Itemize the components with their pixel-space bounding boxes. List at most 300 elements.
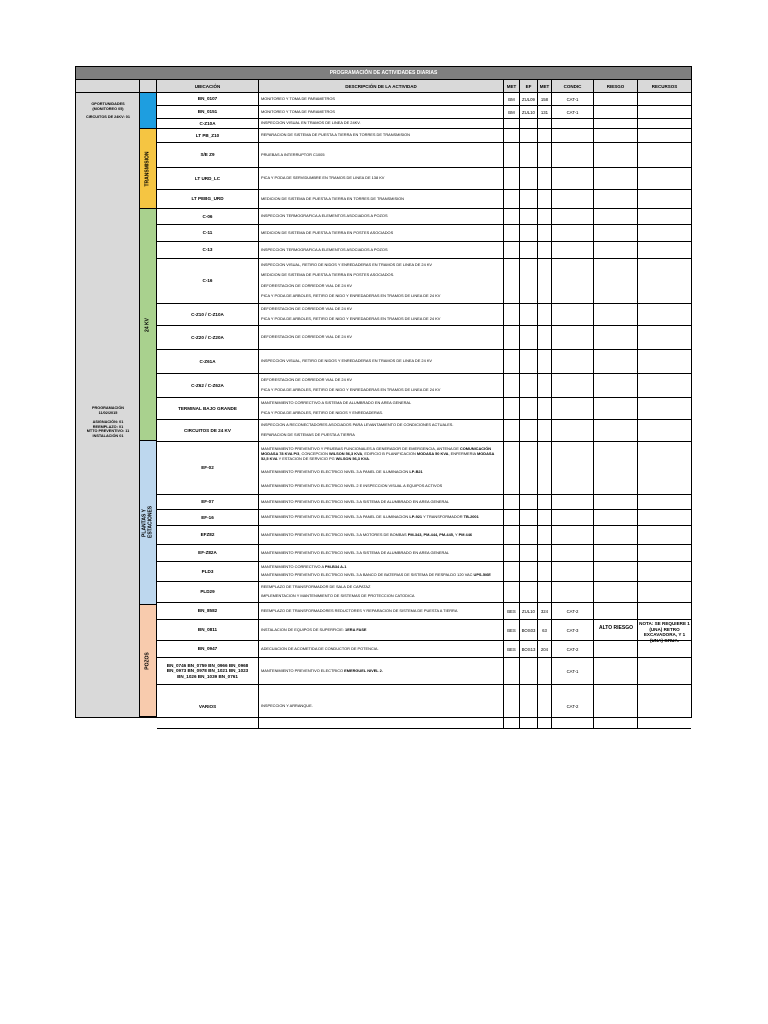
row-met: BM — [504, 106, 520, 118]
row-met — [504, 495, 520, 509]
row-ef: ZUL10 — [520, 106, 538, 118]
row-descripcion — [259, 242, 504, 258]
row-condic — [552, 420, 594, 441]
row-met — [504, 168, 520, 189]
activity-line: MANTENIMIENTO PREVENTIVO ELECTRICO NIVEL 3 A PANEL DE ILUMINACION LP-B21 — [261, 469, 423, 475]
row-met: BES — [504, 620, 520, 640]
row-met — [504, 510, 520, 525]
row-recursos — [638, 326, 691, 349]
row-met — [504, 374, 520, 397]
left-note-line: PROGRAMACIÓN — [91, 406, 125, 410]
row-ef — [520, 259, 538, 303]
row-recursos — [638, 119, 691, 128]
row-riesgo — [594, 350, 638, 373]
row-recursos — [638, 350, 691, 373]
row-condic — [552, 168, 594, 189]
band-oportunidades — [140, 93, 157, 129]
band-transmision — [140, 129, 157, 209]
row-met2 — [538, 119, 552, 128]
left-summary-column — [76, 93, 140, 717]
row-ubicacion: EF-Z82A — [157, 545, 259, 561]
row-descripcion — [259, 495, 504, 509]
row-met — [504, 209, 520, 224]
row-met — [504, 526, 520, 544]
row-met — [504, 350, 520, 373]
row-descripcion — [259, 562, 504, 581]
row-ef — [520, 562, 538, 581]
activity-line: PICA Y PODA DE SERVIDUMBRE EN TRAMOS DE LINEA DE 138 KV — [261, 175, 385, 181]
activity-line: MONITOREO Y TOMA DE PARAMETROS — [261, 108, 335, 114]
row-riesgo — [594, 374, 638, 397]
row-met2 — [538, 350, 552, 373]
row-recursos — [638, 259, 691, 303]
row-ef — [520, 209, 538, 224]
sheet-title: PROGRAMACIÓN DE ACTIVIDADES DIARIAS — [76, 67, 691, 80]
row-ef — [520, 545, 538, 561]
row-riesgo — [594, 562, 638, 581]
row-descripcion — [259, 510, 504, 525]
activity-line: MANTENIMIENTO PREVENTIVO ELECTRICO NIVEL 3 A MOTORES DE BOMBAS PM-343, PM-444, PM-445, Y PM 446 — [261, 531, 473, 537]
activity-line: MANTENIMIENTO PREVENTIVO ELECTRICO NIVEL 3 A SISTEMA DE ALUMBRADO EN AREA GENERAL — [261, 549, 450, 555]
row-recursos — [638, 129, 691, 142]
row-met — [504, 398, 520, 419]
row-ubicacion: LT URD_LC — [157, 168, 259, 189]
row-descripcion — [259, 190, 504, 208]
row-ubicacion: C-11 — [157, 225, 259, 241]
row-recursos — [638, 510, 691, 525]
band-plantas-estaciones — [140, 441, 157, 605]
row-condic — [552, 304, 594, 325]
row-ef — [520, 658, 538, 684]
row-met — [504, 119, 520, 128]
row-met2 — [538, 304, 552, 325]
row-met2: 324 — [538, 603, 552, 619]
row-met2 — [538, 143, 552, 167]
activity-line: MANTENIMIENTO CORRECTIVO A SISTEMA DE ALUMBRADO EN AREA GENERAL — [261, 400, 412, 406]
row-ubicacion: C-Z61A — [157, 350, 259, 373]
row-descripcion — [259, 603, 504, 619]
row-ubicacion: EF-07 — [157, 495, 259, 509]
row-condic — [552, 129, 594, 142]
row-ubicacion: BN_0107 — [157, 93, 259, 105]
row-ubicacion: CIRCUITOS DE 24 KV — [157, 420, 259, 441]
row-met2: 63 — [538, 620, 552, 640]
row-descripcion — [259, 259, 504, 303]
row-condic — [552, 143, 594, 167]
row-recursos — [638, 582, 691, 602]
left-note-top — [76, 102, 140, 120]
activity-line: INSPECCION VISUAL EN TRAMOS DE LINEA DE 24KV. — [261, 120, 361, 126]
header-recursos: RECURSOS — [638, 80, 691, 93]
table-row — [157, 545, 691, 562]
row-riesgo — [594, 190, 638, 208]
row-riesgo — [594, 526, 638, 544]
row-riesgo — [594, 495, 638, 509]
row-condic — [552, 562, 594, 581]
row-met2 — [538, 562, 552, 581]
activity-line: PICA Y PODA DE ARBOLES, RETIRO DE NIDOS Y ENREDADERAS. — [261, 409, 384, 415]
left-note-line: MTTO PREVENTIVO: 11 — [86, 429, 130, 434]
row-met — [504, 420, 520, 441]
band-label: 24 KV — [144, 317, 151, 332]
row-descripcion — [259, 143, 504, 167]
row-condic: CAT-3 — [552, 620, 594, 640]
header-blank-left — [76, 80, 140, 93]
activity-line: DEFORESTACION DE CORREDOR VIAL DE 24 KV — [261, 334, 353, 340]
activity-line: MEDICION DE SISTEMA DE PUESTA A TIERRA EN POSTES ASOCIADOS. — [261, 272, 395, 278]
row-descripcion — [259, 374, 504, 397]
row-condic — [552, 225, 594, 241]
row-condic — [552, 582, 594, 602]
row-condic: CAT-1 — [552, 658, 594, 684]
row-ef — [520, 242, 538, 258]
table-row — [157, 350, 691, 374]
row-condic: CAT-2 — [552, 641, 594, 657]
row-riesgo — [594, 93, 638, 105]
activity-line: INSPECCION VISUAL, RETIRO DE NIDOS Y ENREDADERAS EN TRAMOS DE LINEA DE 24 KV — [261, 358, 433, 364]
row-met2: 204 — [538, 641, 552, 657]
activity-line: DEFORESTACION DE CORREDOR VIAL DE 24 KV — [261, 306, 353, 312]
row-riesgo — [594, 168, 638, 189]
row-ef — [520, 143, 538, 167]
row-descripcion — [259, 326, 504, 349]
left-note-middle — [76, 406, 140, 438]
row-descripcion — [259, 582, 504, 602]
row-recursos — [638, 106, 691, 118]
table-row — [157, 510, 691, 526]
left-note-line: CIRCUITOS DE 24KV: 01 — [85, 115, 131, 120]
row-met2 — [538, 209, 552, 224]
row-recursos — [638, 603, 691, 619]
row-recursos — [638, 420, 691, 441]
table-row — [157, 374, 691, 398]
activity-line: PICA Y PODA DE ARBOLES, RETIRO DE NIDO Y ENREDADERAS EN TRAMOS DE LINEA DE 24 KV — [261, 293, 441, 299]
row-met2 — [538, 190, 552, 208]
row-condic — [552, 350, 594, 373]
row-ef — [520, 685, 538, 728]
row-recursos — [638, 685, 691, 728]
row-recursos — [638, 562, 691, 581]
row-condic — [552, 259, 594, 303]
recursos-note: NOTA: SE REQUIERE 1 (UNA) RETRO EXCAVADORA, Y 1 (UNA) GRUA. — [639, 621, 690, 643]
row-recursos — [638, 398, 691, 419]
band-pozos — [140, 605, 157, 717]
row-condic — [552, 190, 594, 208]
row-descripcion — [259, 119, 504, 128]
row-descripcion — [259, 526, 504, 544]
row-recursos — [638, 658, 691, 684]
row-recursos — [638, 168, 691, 189]
table-row — [157, 129, 691, 143]
row-met2 — [538, 442, 552, 494]
row-condic — [552, 326, 594, 349]
row-condic: CAT-1 — [552, 106, 594, 118]
row-recursos — [638, 225, 691, 241]
activity-line: INSTALACION DE EQUIPOS DE SUPERFICIE: 1ERA FASE — [261, 626, 367, 632]
row-met — [504, 685, 520, 728]
row-ubicacion: C-06 — [157, 209, 259, 224]
header-condic: CONDIC — [552, 80, 594, 93]
row-met2 — [538, 242, 552, 258]
row-recursos — [638, 442, 691, 494]
row-ubicacion: EFZ82 — [157, 526, 259, 544]
row-riesgo — [594, 603, 638, 619]
table-row — [157, 442, 691, 495]
row-ubicacion: PLD29 — [157, 582, 259, 602]
table-row — [157, 495, 691, 510]
row-met — [504, 582, 520, 602]
row-condic — [552, 495, 594, 509]
row-ef: BOS13 — [520, 641, 538, 657]
table-row — [157, 209, 691, 225]
row-met2 — [538, 658, 552, 684]
row-condic — [552, 526, 594, 544]
row-condic: CAT-2 — [552, 603, 594, 619]
row-ef — [520, 225, 538, 241]
row-met2 — [538, 685, 552, 728]
table-row — [157, 304, 691, 326]
row-ef — [520, 582, 538, 602]
table-row — [157, 658, 691, 685]
row-met2 — [538, 326, 552, 349]
row-recursos — [638, 190, 691, 208]
row-descripcion — [259, 209, 504, 224]
activity-line: INSPECCION VISUAL, RETIRO DE NIDOS Y ENREDADERAS EN TRAMOS DE LINEA DE 24 KV — [261, 261, 433, 267]
row-ubicacion: C-16 — [157, 259, 259, 303]
table-row — [157, 641, 691, 658]
row-met — [504, 326, 520, 349]
table-row — [157, 190, 691, 209]
row-recursos — [638, 93, 691, 105]
row-ef: ZUL09 — [520, 93, 538, 105]
row-riesgo — [594, 658, 638, 684]
activity-line: INSPECCION TERMOGRAFICA A ELEMENTOS ASOCIADOS A POZOS — [261, 213, 388, 219]
band-label: TRANSMISION — [144, 151, 151, 186]
row-ubicacion: C-Z10 / C-Z10A — [157, 304, 259, 325]
row-met2 — [538, 526, 552, 544]
activity-line: MANTENIMIENTO PREVENTIVO ELECTRICO NIVEL 3 A SISTEMA DE ALUMBRADO EN AREA GENERAL — [261, 498, 450, 504]
row-ubicacion: LT PEBG_URD — [157, 190, 259, 208]
row-riesgo — [594, 420, 638, 441]
left-note-line: REEMPLAZO: 01 — [92, 424, 124, 429]
band-label: POZOS — [144, 651, 151, 670]
row-riesgo — [594, 143, 638, 167]
row-riesgo — [594, 685, 638, 728]
row-descripcion — [259, 93, 504, 105]
row-riesgo — [594, 326, 638, 349]
activity-line: MANTENIMIENTO PREVENTIVO Y PRUEBAS FUNCIONALES A GENERADOR DE EMERGENCIA, ANTENA DE COMUNICACIÓN MODASA 78 KVA P/3, CONCEPCION WILSON 56,3 KVA, EDIFICIO B PLANIFICACION MODASA 50 KVA, ENFERMERIA MODASA 52,5 KVA Y ESTACION DE SERVICIO PG WILSON 56,3 KVA. — [261, 446, 495, 462]
row-descripcion — [259, 545, 504, 561]
row-riesgo — [594, 119, 638, 128]
table-row — [157, 168, 691, 190]
row-ef — [520, 129, 538, 142]
activity-line: PICA Y PODA DE ARBOLES, RETIRO DE NIDO Y ENREDADERAS EN TRAMOS DE LINEA DE 24 KV — [261, 315, 441, 321]
row-met — [504, 442, 520, 494]
row-ef — [520, 119, 538, 128]
table-row — [157, 326, 691, 350]
row-met2 — [538, 582, 552, 602]
row-ubicacion: BN_0151 — [157, 106, 259, 118]
table-row — [157, 242, 691, 259]
activity-line: MANTENIMIENTO PREVENTIVO ELECTRICO NIVEL 3 A BANCO DE BATERIAS DE SISTEMA DE RESPALDO 120 VAC UPS-5/6E — [261, 572, 491, 578]
row-condic — [552, 442, 594, 494]
row-ubicacion: BN_8582 — [157, 603, 259, 619]
row-met — [504, 545, 520, 561]
row-riesgo — [594, 225, 638, 241]
activity-line: ADECUACION DE ACOMETIDA DE CONDUCTOR DE POTENCIA. — [261, 645, 379, 651]
table-row — [157, 526, 691, 545]
row-riesgo — [594, 129, 638, 142]
activity-line: MEDICION DE SISTEMA DE PUESTA A TIERRA EN TORRES DE TRANSMISION — [261, 195, 404, 201]
row-descripcion — [259, 106, 504, 118]
activity-line: MANTENIMIENTO CORRECTIVO A PM-B34 A-1 — [261, 563, 347, 569]
row-ef: ZUL10 — [520, 603, 538, 619]
row-condic: CAT-2 — [552, 685, 594, 728]
activity-line: MONITOREO Y TOMA DE PARAMETROS — [261, 95, 335, 101]
row-descripcion — [259, 129, 504, 142]
row-met2: 131 — [538, 106, 552, 118]
row-riesgo — [594, 582, 638, 602]
row-ef — [520, 442, 538, 494]
row-met — [504, 242, 520, 258]
row-descripcion — [259, 420, 504, 441]
row-met — [504, 143, 520, 167]
row-descripcion — [259, 350, 504, 373]
row-ef — [520, 168, 538, 189]
row-ubicacion: EF-16 — [157, 510, 259, 525]
row-met2 — [538, 510, 552, 525]
activity-schedule-sheet — [75, 66, 692, 718]
left-note-line: ASIGNACIÓN: 01 — [92, 420, 124, 425]
row-riesgo — [594, 641, 638, 657]
header-descripcion: DESCRIPCIÓN DE LA ACTIVIDAD — [259, 80, 504, 93]
row-riesgo — [594, 442, 638, 494]
table-row — [157, 119, 691, 129]
row-descripcion — [259, 658, 504, 684]
row-recursos — [638, 209, 691, 224]
row-recursos — [638, 526, 691, 544]
row-riesgo — [594, 304, 638, 325]
band-24kv — [140, 209, 157, 441]
row-condic — [552, 209, 594, 224]
row-met: BES — [504, 603, 520, 619]
activity-line: REEMPLAZO DE TRANSFORMADOR DE SALA DE CAPATAZ — [261, 584, 371, 590]
row-descripcion — [259, 641, 504, 657]
row-met2 — [538, 225, 552, 241]
row-condic — [552, 398, 594, 419]
row-condic — [552, 119, 594, 128]
left-note-line: OPORTUNIDADES — [91, 102, 125, 106]
row-met — [504, 304, 520, 325]
activity-line: IMPLEMENTACION Y MANTENIMIENTO DE SISTEMAS DE PROTECCION CATODICA — [261, 593, 415, 599]
row-met — [504, 658, 520, 684]
row-ef — [520, 304, 538, 325]
row-met2 — [538, 495, 552, 509]
row-met — [504, 562, 520, 581]
row-recursos — [638, 242, 691, 258]
row-riesgo — [594, 510, 638, 525]
row-ubicacion: C-Z62 / C-Z62A — [157, 374, 259, 397]
row-recursos — [638, 143, 691, 167]
header-ef: EF — [520, 80, 538, 93]
header-met2: MET — [538, 80, 552, 93]
row-riesgo — [594, 398, 638, 419]
riesgo-note: ALTO RIESGO — [599, 625, 633, 631]
row-ef — [520, 190, 538, 208]
row-met: BM — [504, 93, 520, 105]
row-descripcion — [259, 620, 504, 640]
row-descripcion — [259, 685, 504, 728]
row-riesgo — [594, 209, 638, 224]
row-descripcion — [259, 304, 504, 325]
left-note-line: (MONITOREO 05) — [92, 106, 124, 111]
header-riesgo: RIESGO — [594, 80, 638, 93]
row-recursos — [638, 304, 691, 325]
activity-line: MANTENIMIENTO PREVENTIVO ELECTRICO EMERGUEL NIVEL 2. — [261, 667, 383, 673]
header-blank-band — [140, 80, 157, 93]
row-recursos — [638, 641, 691, 657]
activity-line: PICA Y PODA DE ARBOLES, RETIRO DE NIDO Y ENREDADERAS EN TRAMOS DE LINEA DE 24 KV — [261, 387, 441, 393]
row-recursos — [638, 374, 691, 397]
activity-line: DEFORESTACION DE CORREDOR VIAL DE 24 KV — [261, 376, 353, 382]
row-ubicacion: PLD3 — [157, 562, 259, 581]
row-riesgo — [594, 259, 638, 303]
row-met2 — [538, 374, 552, 397]
table-row — [157, 685, 691, 729]
row-ef — [520, 374, 538, 397]
row-ubicacion: S/E Z9 — [157, 143, 259, 167]
row-ef — [520, 420, 538, 441]
row-ubicacion: EF-02 — [157, 442, 259, 494]
header-ubicacion: UBICACIÓN — [157, 80, 259, 93]
table-row — [157, 143, 691, 168]
row-met2 — [538, 259, 552, 303]
row-ef — [520, 326, 538, 349]
table-row — [157, 562, 691, 582]
row-ef — [520, 510, 538, 525]
table-row — [157, 582, 691, 603]
row-condic — [552, 545, 594, 561]
activity-line: INSPECCION TERMOGRAFICA A ELEMENTOS ASOCIADOS A POZOS — [261, 246, 388, 252]
activity-line: INSPECCION Y ARRANQUE. — [261, 703, 313, 709]
activity-line: REPARACION DE SISTEMAS DE PUESTA A TIERRA — [261, 431, 355, 437]
table-row — [157, 420, 691, 442]
row-descripcion — [259, 225, 504, 241]
row-met: BES — [504, 641, 520, 657]
row-riesgo — [594, 242, 638, 258]
activity-line: MANTENIMIENTO PREVENTIVO ELECTRICO NIVEL 3 A PANEL DE ILUMINACION LP-921 Y TRANSFORMADOR TB-2001 — [261, 514, 479, 520]
row-met — [504, 129, 520, 142]
table-row — [157, 93, 691, 106]
row-ubicacion: BN_0746 BN_0759 BN_0966 BN_0968 BN_0973 BN_0978 BN_1021 BN_1023 BN_1026 BN_1039 BN_0761 — [157, 658, 259, 684]
row-met2 — [538, 168, 552, 189]
table-row — [157, 106, 691, 119]
row-condic — [552, 374, 594, 397]
row-met — [504, 190, 520, 208]
activity-line: INSPECCION A RECONECTADORES ASOCIADOS PARA LEVANTAMIENTO DE CONDICIONES ACTUALES. — [261, 422, 454, 428]
table-row — [157, 603, 691, 620]
row-ef — [520, 350, 538, 373]
row-met2: 158 — [538, 93, 552, 105]
header-met: MET — [504, 80, 520, 93]
activity-line: PRUEBAS A INTERRUPTOR C1005 — [261, 151, 325, 157]
band-label: PLANTAS Y ESTACIONES — [141, 505, 153, 538]
row-condic — [552, 242, 594, 258]
row-ubicacion: C-Z20 / C-Z20A — [157, 326, 259, 349]
row-descripcion — [259, 398, 504, 419]
row-condic: CAT-1 — [552, 93, 594, 105]
table-row — [157, 259, 691, 304]
